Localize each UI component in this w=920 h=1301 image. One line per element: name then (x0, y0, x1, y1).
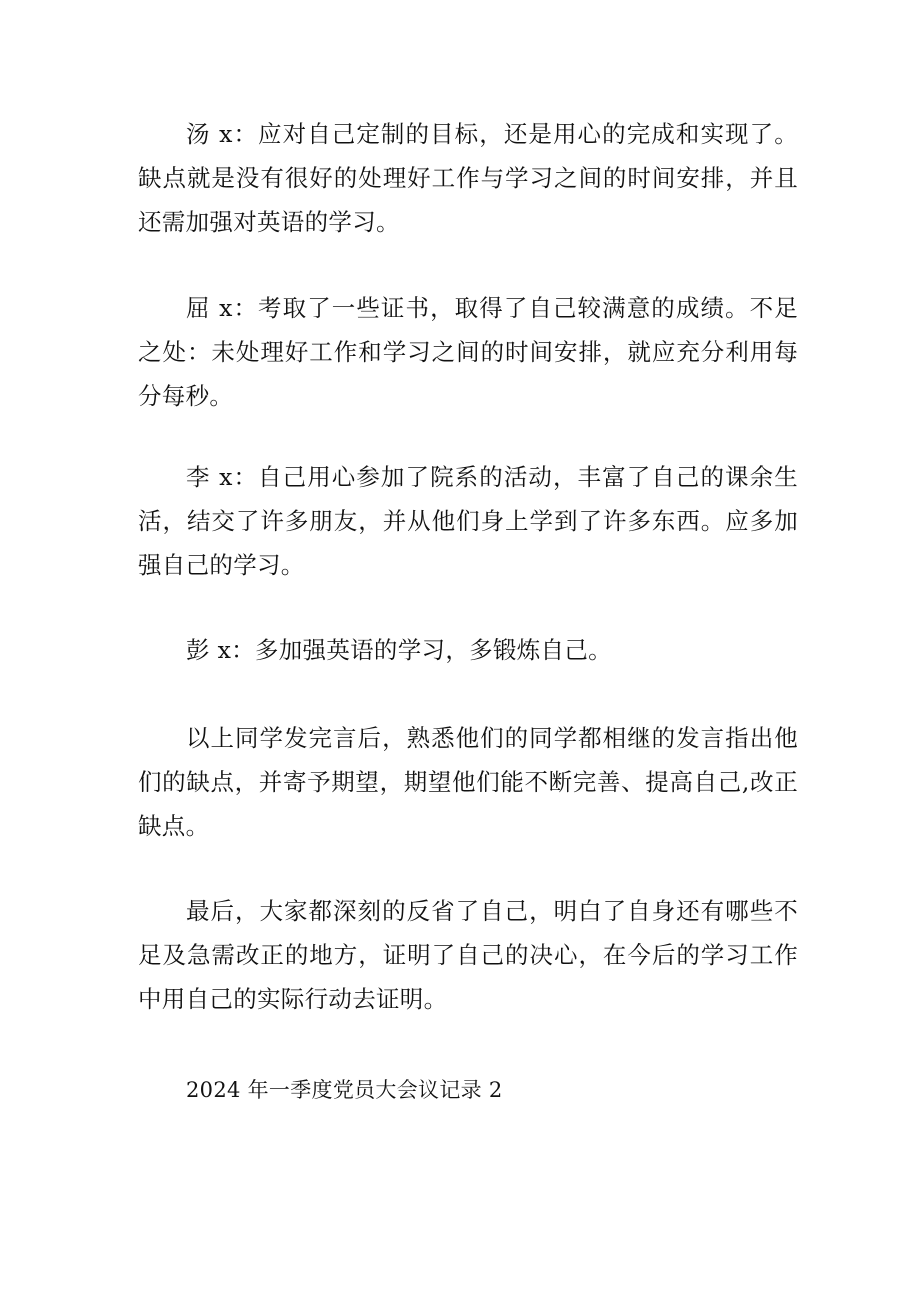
paragraph-peng: 彭 x：多加强英语的学习，多锻炼自己。 (186, 636, 612, 664)
paragraph-summary: 以上同学发完言后，熟悉他们的同学都相继的发言指出他们的缺点，并寄予期望，期望他们能不断完善、提高自己,改正缺点。 (138, 724, 798, 840)
section-heading: 2024 年一季度党员大会议记录 2 (186, 1078, 503, 1102)
paragraph-qu: 屈 x：考取了一些证书，取得了自己较满意的成绩。不足之处：未处理好工作和学习之间的时间安排，就应充分利用每分每秒。 (138, 294, 798, 410)
paragraph-li: 李 x：自己用心参加了院系的活动，丰富了自己的课余生活，结交了许多朋友，并从他们身上学到了许多东西。应多加强自己的学习。 (138, 463, 798, 579)
paragraph-tang: 汤 x：应对自己定制的目标，还是用心的完成和实现了。缺点就是没有很好的处理好工作与学习之间的时间安排，并且还需加强对英语的学习。 (138, 120, 798, 236)
paragraph-conclusion: 最后，大家都深刻的反省了自己，明白了自身还有哪些不足及急需改正的地方，证明了自己的决心，在今后的学习工作中用自己的实际行动去证明。 (138, 897, 798, 1013)
